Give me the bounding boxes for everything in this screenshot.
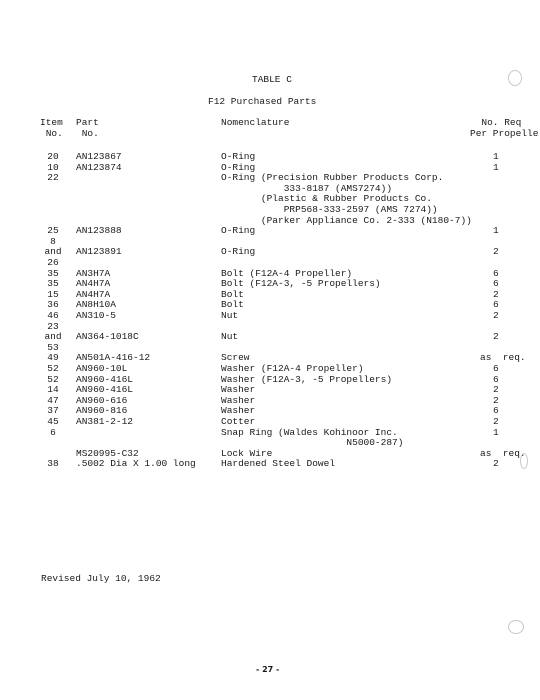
part-no: AN123867	[76, 151, 122, 162]
item-no: and	[44, 246, 62, 258]
table-row	[0, 258, 540, 269]
item-no: 37	[47, 405, 59, 417]
nomenclature: Washer (F12A-4 Propeller)	[221, 363, 364, 374]
part-no: AN364-1018C	[76, 331, 139, 343]
nomenclature: O-Ring	[221, 225, 256, 237]
part-no: AN3H7A	[76, 267, 111, 279]
item-no: 38	[47, 458, 59, 470]
item-no: 47	[47, 394, 59, 406]
table-row	[0, 417, 540, 428]
quantity: 2	[493, 246, 499, 258]
nomenclature: Screw	[221, 352, 250, 364]
part-no: AN960-10L	[76, 363, 128, 374]
scan-speck	[508, 70, 522, 86]
part-no: AN123888	[76, 225, 122, 237]
part-no: AN310-5	[76, 310, 116, 321]
nomenclature: Bolt	[221, 288, 244, 300]
revision-note: Revised July 10, 1962	[41, 573, 161, 584]
item-no: and	[44, 331, 62, 343]
nomenclature: N5000-287)	[221, 437, 404, 449]
quantity: 2	[493, 288, 499, 300]
nomenclature: Bolt (F12A-4 Propeller)	[221, 267, 353, 279]
part-no: AN960-416L	[76, 373, 134, 385]
item-no: 15	[47, 288, 59, 300]
part-no: AN8H10A	[76, 299, 116, 311]
quantity: 2	[493, 416, 499, 427]
item-no: 35	[47, 278, 59, 290]
part-no: AN123891	[76, 246, 122, 258]
nomenclature: O-Ring	[221, 151, 256, 162]
nomenclature: (Parker Appliance Co. 2-333 (N180-7))	[221, 214, 472, 226]
table-row	[0, 226, 540, 237]
quantity: 6	[493, 278, 499, 290]
nomenclature: Snap Ring (Waldes Kohinoor Inc.	[221, 426, 398, 438]
nomenclature: Lock Wire	[221, 447, 273, 459]
part-no: AN4H7A	[76, 288, 111, 300]
nomenclature: Washer	[221, 405, 256, 417]
nomenclature: 333-8187 (AMS7274))	[221, 182, 393, 194]
nomenclature: Bolt	[221, 299, 244, 311]
header-no-req: No. Req Per Propelle	[470, 117, 539, 139]
nomenclature: Bolt (F12A-3, -5 Propellers)	[221, 278, 381, 290]
nomenclature: O-Ring (Precision Rubber Products Corp.	[221, 172, 444, 184]
scan-speck	[520, 453, 528, 469]
nomenclature: Hardened Steel Dowel	[221, 458, 336, 470]
nomenclature: Cotter	[221, 416, 256, 427]
table-row	[0, 459, 540, 470]
item-no: 6	[50, 426, 56, 438]
item-no: 26	[47, 257, 59, 268]
part-no: AN960-816	[76, 405, 128, 417]
part-no: MS20995-C32	[76, 447, 139, 459]
header-item-no: Item No.	[40, 117, 63, 139]
table-row	[0, 247, 540, 258]
item-no: 45	[47, 416, 59, 427]
item-no: 22	[47, 172, 59, 184]
item-no: 52	[47, 363, 59, 374]
item-no: 8	[50, 235, 56, 247]
nomenclature: O-Ring	[221, 246, 256, 258]
quantity: as req.	[480, 447, 526, 459]
quantity: 6	[493, 405, 499, 417]
quantity: 2	[493, 331, 499, 343]
part-no: AN4H7A	[76, 278, 111, 290]
nomenclature: (Plastic & Rubber Products Co.	[221, 193, 432, 205]
table-row	[0, 311, 540, 322]
header-part-no: Part No.	[76, 117, 99, 139]
quantity: 1	[493, 161, 499, 173]
nomenclature: PRP568-333-2597 (AMS 7274))	[221, 204, 438, 215]
quantity: as req.	[480, 352, 526, 364]
nomenclature: Nut	[221, 310, 239, 321]
quantity: 1	[493, 426, 499, 438]
part-no: AN501A-416-12	[76, 352, 151, 364]
part-no: AN960-616	[76, 394, 128, 406]
quantity: 1	[493, 151, 499, 162]
table-row	[0, 152, 540, 163]
nomenclature: Washer	[221, 394, 256, 406]
nomenclature: Nut	[221, 331, 239, 343]
part-no: AN123874	[76, 161, 122, 173]
part-no: AN960-416L	[76, 384, 134, 396]
item-no: 25	[47, 225, 59, 237]
nomenclature: O-Ring	[221, 161, 256, 173]
item-no: 46	[47, 310, 59, 321]
item-no: 10	[47, 161, 59, 173]
quantity: 2	[493, 458, 499, 470]
table-row	[0, 332, 540, 343]
item-no: 35	[47, 267, 59, 279]
page-number: - 27 -	[256, 665, 280, 674]
item-no: 23	[47, 320, 59, 332]
quantity: 6	[493, 299, 499, 311]
part-no: AN381-2-12	[76, 416, 134, 427]
item-no: 14	[47, 384, 59, 396]
quantity: 6	[493, 267, 499, 279]
header-nomenclature: Nomenclature	[221, 117, 290, 128]
quantity: 2	[493, 384, 499, 396]
table-subtitle: F12 Purchased Parts	[208, 96, 317, 107]
quantity: 2	[493, 394, 499, 406]
quantity: 6	[493, 363, 499, 374]
item-no: 53	[47, 341, 59, 353]
item-no: 20	[47, 151, 59, 162]
item-no: 49	[47, 352, 59, 364]
table-row	[0, 364, 540, 375]
item-no: 52	[47, 373, 59, 385]
part-no: .5002 Dia X 1.00 long	[76, 458, 196, 470]
table-row	[0, 205, 540, 216]
quantity: 2	[493, 310, 499, 321]
quantity: 1	[493, 225, 499, 237]
item-no: 36	[47, 299, 59, 311]
quantity: 6	[493, 373, 499, 385]
nomenclature: Washer	[221, 384, 256, 396]
nomenclature: Washer (F12A-3, -5 Propellers)	[221, 373, 393, 385]
scan-speck	[508, 620, 524, 634]
table-title: TABLE C	[252, 74, 292, 85]
